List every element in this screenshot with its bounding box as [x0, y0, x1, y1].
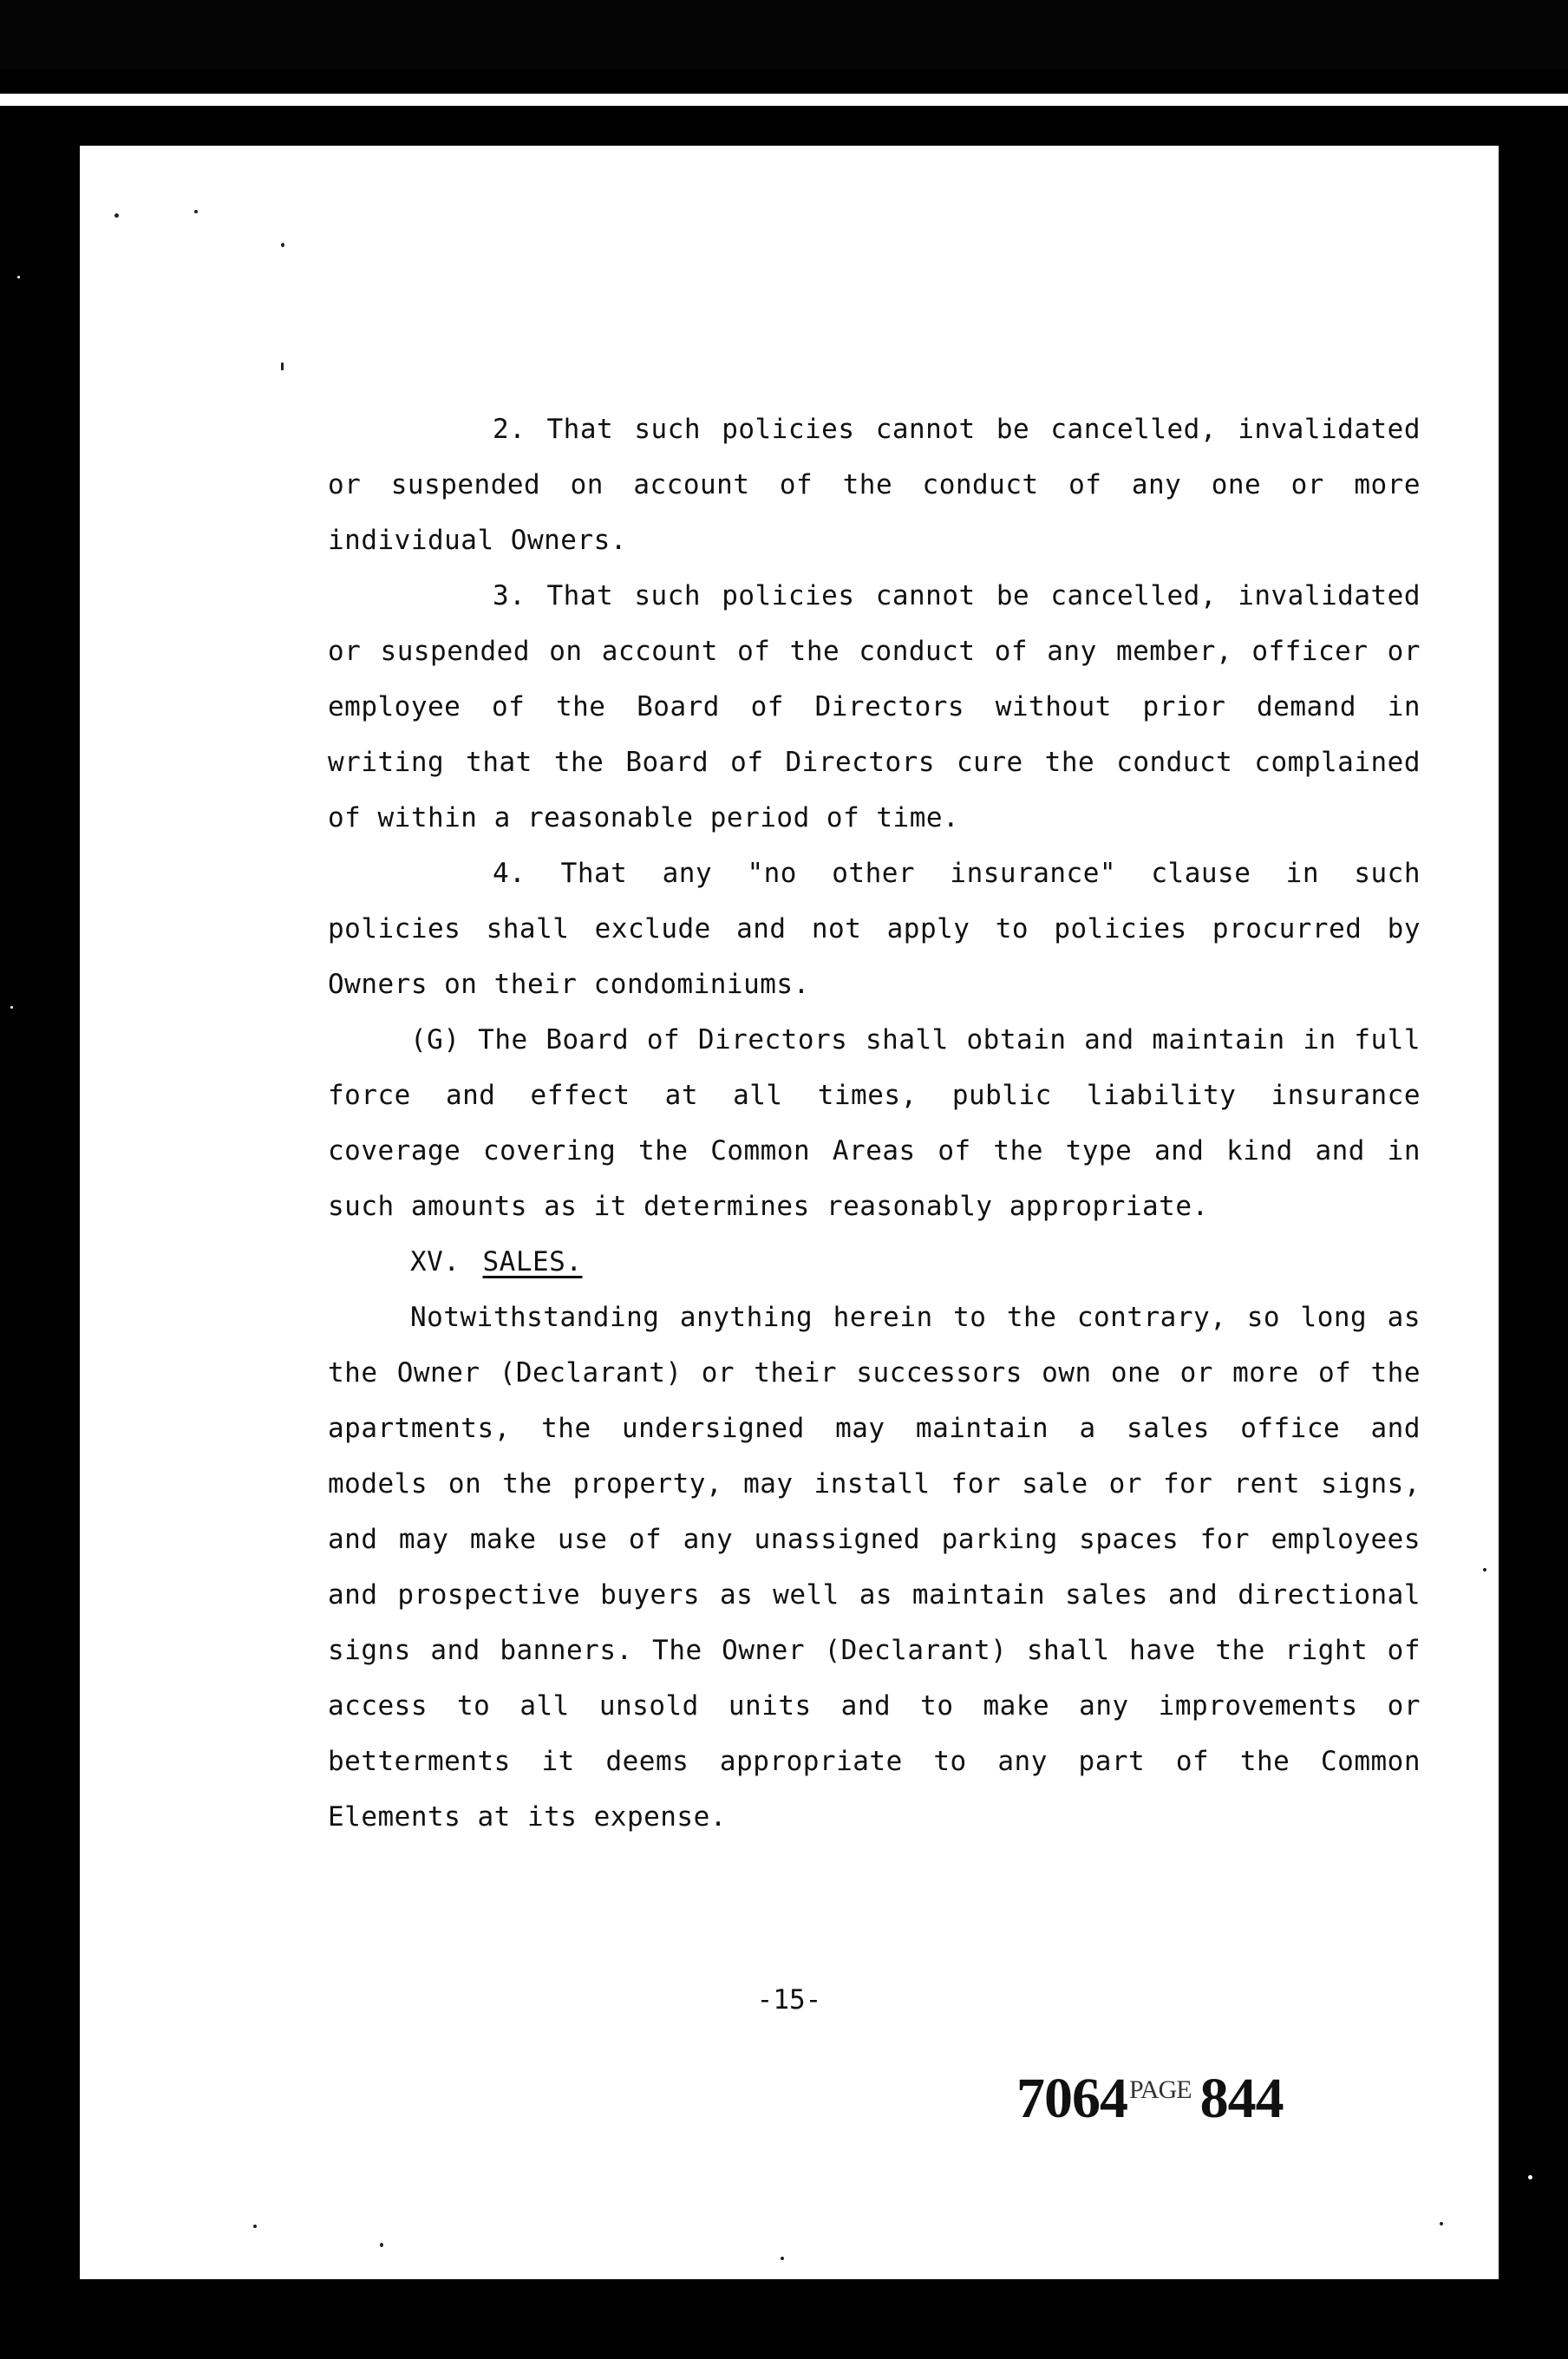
paragraph-g: (G) The Board of Directors shall obtain and maintain in full force and effect at all times, public liability insurance coverage covering the Common Areas of the type and kind and in such amounts as it determines reasonably appropriate.	[328, 1024, 1421, 1222]
document-page	[80, 146, 1499, 2279]
paragraph-3: 3. That such policies cannot be cancelled, invalidated or suspended on account of the conduct of any member, officer or employee of the Board of Directors without prior demand in writing that the Board of Directors cure the conduct complained of within a reasonable period of time.	[328, 580, 1421, 833]
scan-edge-speck	[1528, 2175, 1532, 2179]
scan-speck	[1483, 1568, 1486, 1572]
scan-speck	[281, 363, 284, 370]
scan-speck	[281, 243, 284, 247]
stamp-book-number: 7064	[1016, 2067, 1127, 2130]
paragraph-4: 4. That any "no other insurance" clause in such policies shall exclude and not apply to policies procurred by Owners on their condominiums.	[328, 858, 1421, 1000]
stamp-page-number: 844	[1199, 2067, 1284, 2130]
section-title: SALES.	[482, 1246, 583, 1278]
scan-speck	[781, 2257, 784, 2260]
scan-top-border	[0, 0, 1568, 69]
scan-top-rule	[0, 94, 1568, 106]
section-number: XV.	[410, 1246, 461, 1278]
sales-paragraph: Notwithstanding anything herein to the contrary, so long as the Owner (Declarant) or their successors own one or more of the apartments, the undersigned may maintain a sales office and models on the property, may install for sale or for rent signs, and may make use of any unassigned parking spaces for employees and prospective buyers as well as maintain sales and directional signs and banners. The Owner (Declarant) shall have the right of access to all unsold units and to make any improvements or betterments it deems appropriate to any part of the Common Elements at its expense.	[328, 1302, 1421, 1833]
document-body	[328, 402, 1421, 1845]
book-page-stamp	[1016, 2066, 1284, 2132]
scan-top-shadow	[0, 106, 1568, 144]
scan-speck	[114, 213, 119, 218]
scan-speck	[194, 210, 198, 213]
scan-edge-speck	[17, 276, 20, 278]
scan-speck	[1440, 2222, 1443, 2225]
page-number: -15-	[756, 1984, 822, 2016]
scan-speck	[253, 2225, 257, 2228]
scan-speck	[380, 2243, 383, 2247]
stamp-page-mark: PAGE	[1129, 2075, 1192, 2104]
paragraph-2: 2. That such policies cannot be cancelled, invalidated or suspended on account of the conduct of any one or more individual Owners.	[328, 414, 1421, 556]
scan-edge-speck	[10, 1006, 13, 1009]
section-heading	[328, 1234, 1421, 1290]
